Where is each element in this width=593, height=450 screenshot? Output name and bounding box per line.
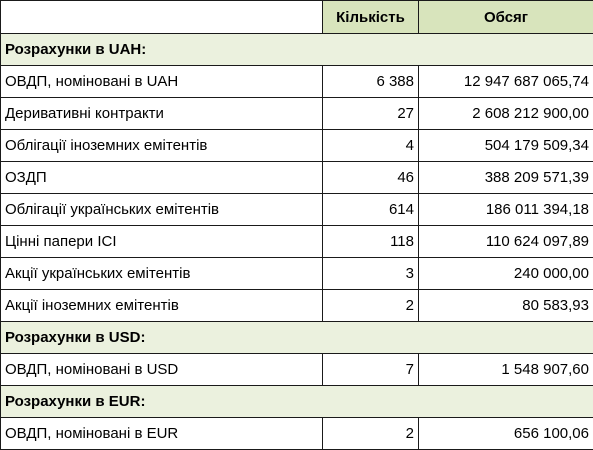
section-label: Розрахунки в EUR: xyxy=(1,386,593,418)
row-name: Цінні папери ІСІ xyxy=(1,226,323,258)
table-row xyxy=(1,290,593,322)
row-count: 7 xyxy=(323,354,419,386)
table-body xyxy=(1,34,593,450)
row-count: 4 xyxy=(323,130,419,162)
row-name: ОВДП, номіновані в USD xyxy=(1,354,323,386)
table-row xyxy=(1,258,593,290)
table-row xyxy=(1,162,593,194)
row-volume: 504 179 509,34 xyxy=(419,130,593,162)
table-row xyxy=(1,66,593,98)
row-name: Деривативні контракти xyxy=(1,98,323,130)
row-count: 27 xyxy=(323,98,419,130)
row-name: ОВДП, номіновані в EUR xyxy=(1,418,323,450)
header-volume: Обсяг xyxy=(419,1,593,34)
row-count: 46 xyxy=(323,162,419,194)
table-row xyxy=(1,226,593,258)
table-row xyxy=(1,418,593,450)
section-label: Розрахунки в UAH: xyxy=(1,34,593,66)
section-row xyxy=(1,386,593,418)
row-name: Облігації українських емітентів xyxy=(1,194,323,226)
row-count: 3 xyxy=(323,258,419,290)
table-row xyxy=(1,354,593,386)
header-count: Кількість xyxy=(323,1,419,34)
row-name: ОЗДП xyxy=(1,162,323,194)
row-name: Акції іноземних емітентів xyxy=(1,290,323,322)
table-row xyxy=(1,194,593,226)
row-name: Акції українських емітентів xyxy=(1,258,323,290)
row-name: Облігації іноземних емітентів xyxy=(1,130,323,162)
row-volume: 1 548 907,60 xyxy=(419,354,593,386)
row-count: 118 xyxy=(323,226,419,258)
section-label: Розрахунки в USD: xyxy=(1,322,593,354)
row-volume: 186 011 394,18 xyxy=(419,194,593,226)
row-volume: 80 583,93 xyxy=(419,290,593,322)
row-volume: 2 608 212 900,00 xyxy=(419,98,593,130)
row-volume: 388 209 571,39 xyxy=(419,162,593,194)
section-row xyxy=(1,322,593,354)
table-row xyxy=(1,130,593,162)
header-blank-cell xyxy=(1,1,323,34)
row-volume: 240 000,00 xyxy=(419,258,593,290)
table-row xyxy=(1,98,593,130)
row-count: 2 xyxy=(323,418,419,450)
section-row xyxy=(1,34,593,66)
row-volume: 656 100,06 xyxy=(419,418,593,450)
row-volume: 110 624 097,89 xyxy=(419,226,593,258)
row-count: 6 388 xyxy=(323,66,419,98)
row-count: 2 xyxy=(323,290,419,322)
row-count: 614 xyxy=(323,194,419,226)
row-volume: 12 947 687 065,74 xyxy=(419,66,593,98)
header-row xyxy=(1,1,593,34)
row-name: ОВДП, номіновані в UAH xyxy=(1,66,323,98)
